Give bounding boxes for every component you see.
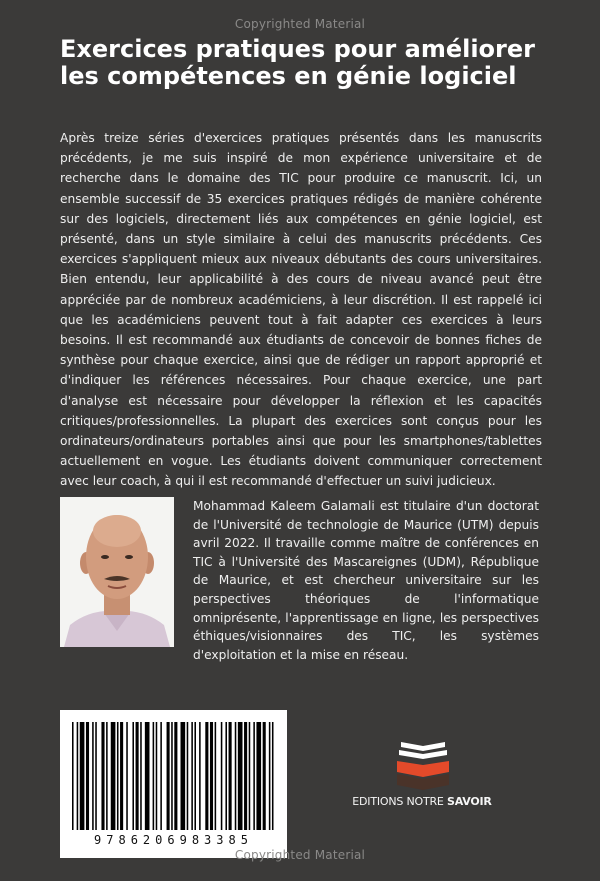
publisher-name [347,795,497,808]
book-stack-icon [393,742,453,790]
author-photo [60,497,174,647]
author-bio: Mohammad Kaleem Galamali est titulaire d'un doctorat de l'Université de technologie de Maurice (UTM) depuis avril 2022. Il travaille comme maître de conférences en TIC à l'Université des Mascareignes (UDM), République de Maurice, et est chercheur universitaire sur les perspectives théoriques de l'informatique omniprésente, l'apprentissage en ligne, les perspectives éthiques/visionnaires des TIC, les systèmes d'exploitation et la mise en réseau. [193,499,539,662]
publisher-logo [393,742,453,790]
isbn-barcode [60,710,287,858]
publisher-name-regular: EDITIONS NOTRE [352,795,444,808]
isbn-digits: 9786206983385 [94,833,253,847]
publisher-name-bold: SAVOIR [446,795,492,808]
book-title: Exercices pratiques pour améliorer les compétences en génie logiciel [60,35,535,90]
book-synopsis: Après treize séries d'exercices pratiques présentés dans les manuscrits précédents, je me suis inspiré de mon expérience universitaire et de recherche dans le domaine des TIC pour produire ce manuscrit. Ici, un ensemble successif de 35 exercices pratiques rédigés de manière cohérente sur des logiciels, directement liés aux compétences en génie logiciel, est présenté, dans un style similaire à celui des manuscrits précédents. Ces exercices s'appliquent mieux aux niveaux débutants des cours universitaires. Bien entendu, leur applicabilité à des cours de niveau avancé peut être appréciée par de nombreux académiciens, à leur discrétion. Il est rappelé ici que les académiciens peuvent tout à fait adapter ces exercices à leurs besoins. Il est recommandé aux étudiants de concevoir de bonnes fiches de synthèse pour chaque exercice, ainsi que de rédiger un rapport approprié et d'indiquer les références nécessaires. Pour chaque exercice, une part d'analyse est nécessaire pour développer la réflexion et les capacités critiques/professionnelles. La plupart des exercices sont conçus pour les ordinateurs/ordinateurs portables ainsi que pour les smartphones/tablettes actuellement en vogue. Les étudiants doivent communiquer correctement avec leur coach, à qui il est recommandé d'effectuer un suivi judicieux. [60,131,542,489]
author-portrait-illustration [60,497,174,647]
barcode-bars [60,710,287,835]
watermark-bottom: Copyrighted Material [234,848,366,862]
watermark-top: Copyrighted Material [234,17,366,31]
